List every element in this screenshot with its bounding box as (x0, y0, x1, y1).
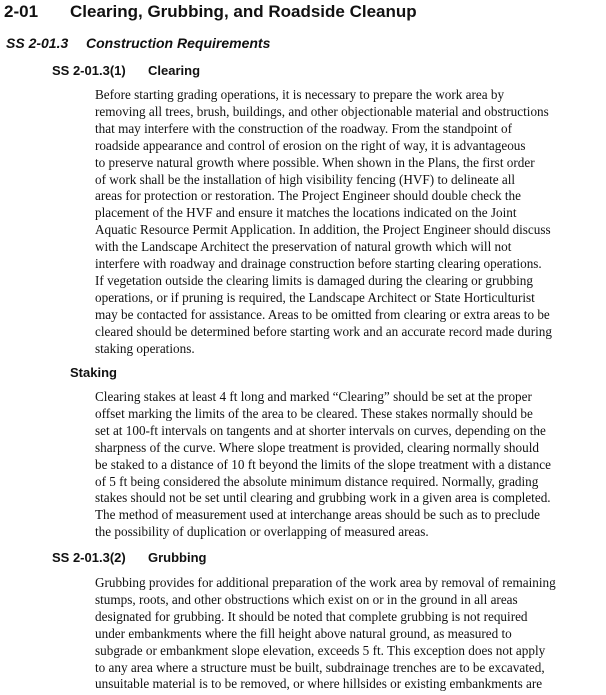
subsection-title: Construction Requirements (86, 35, 271, 51)
paragraph-line: Clearing stakes at least 4 ft long and marked “Clearing” should be set at the proper (95, 389, 532, 404)
paragraph-line: staking operations. (95, 340, 195, 356)
subsection-heading (6, 34, 270, 52)
paragraph-line: interfere with roadway and drainage construction before starting clearing operations. (95, 256, 542, 272)
grubbing-title: Grubbing (148, 550, 207, 565)
paragraph-line: offset marking the limits of the area to be cleared. These stakes normally should be (95, 405, 533, 421)
staking-paragraph (95, 389, 605, 541)
paragraph-line: placement of the HVF and ensure it matches the locations indicated on the Joint (95, 205, 517, 221)
paragraph-line: Grubbing provides for additional preparation of the work area by removal of remaining (95, 575, 556, 590)
paragraph-line: under embankments where the fill height above natural ground, as measured to (95, 625, 512, 641)
paragraph-line: The method of measurement used at interchange areas should be such as to preclude (95, 507, 540, 523)
paragraph-line: cleared should be determined before starting work and an accurate record made during (95, 323, 552, 339)
grubbing-number: SS 2-01.3(2) (52, 550, 126, 565)
section-heading (4, 2, 417, 22)
paragraph-line: with the Landscape Architect the preservation of natural growth which will not (95, 239, 512, 255)
clearing-number: SS 2-01.3(1) (52, 63, 126, 78)
paragraph-line: may be contacted for assistance. Areas to be omitted from clearing or extra areas to be (95, 306, 550, 322)
paragraph-line: set at 100-ft intervals on tangents and at shorter intervals on curves, depending on the (95, 422, 546, 438)
paragraph-line: operations, or if pruning is required, the Landscape Architect or State Horticulturist (95, 289, 535, 305)
paragraph-line: unsuitable material is to be removed, or where hillsides or existing embankments are (95, 676, 543, 692)
paragraph-line: Before starting grading operations, it is necessary to prepare the work area by (95, 87, 505, 102)
paragraph-line: stakes should not be set until clearing and grubbing work in a given area is completed. (95, 490, 551, 506)
paragraph-line: removing all trees, brush, buildings, and other objectionable material and obstructions (95, 103, 549, 119)
paragraph-line: areas for protection or restoration. The Project Engineer should double check the (95, 188, 522, 204)
staking-heading: Staking (70, 365, 117, 380)
section-number: 2-01 (4, 2, 39, 21)
paragraph-line: be staked to a distance of 10 ft beyond the limits of the slope treatment with a distance (95, 456, 551, 472)
clearing-paragraph (95, 87, 605, 358)
paragraph-line: sharpness of the curve. Where slope treatment is provided, clearing normally should (95, 439, 539, 455)
grubbing-heading (52, 549, 207, 566)
paragraph-line: that may interfere with the construction of the roadway. From the standpoint of (95, 120, 513, 136)
paragraph-line: roadside appearance and control of erosion on the right of way, it is advantageous (95, 137, 526, 153)
grubbing-paragraph (95, 575, 605, 693)
paragraph-line: of 5 ft being considered the absolute minimum distance required. Normally, grading (95, 473, 539, 489)
clearing-title: Clearing (148, 63, 201, 78)
paragraph-line: designated for grubbing. It should be noted that complete grubbing is not required (95, 608, 528, 624)
paragraph-line: of work shall be the installation of high visibility fencing (HVF) to delineate all (95, 171, 516, 187)
clearing-heading (52, 62, 200, 79)
paragraph-line: stumps, roots, and other obstructions which exist on or in the ground in all areas (95, 591, 518, 607)
paragraph-line: subgrade or embankment slope elevation, exceeds 5 ft. This exception does not apply (95, 642, 546, 658)
paragraph-line: the possibility of duplication or overlapping of measured areas. (95, 524, 429, 540)
paragraph-line: to any area where a structure must be built, subdrainage trenches are to be excavated, (95, 659, 545, 675)
section-title: Clearing, Grubbing, and Roadside Cleanup (70, 2, 417, 21)
paragraph-line: Aquatic Resource Permit Application. In addition, the Project Engineer should discuss (95, 222, 551, 238)
paragraph-line: to preserve natural growth where possible. When shown in the Plans, the first order (95, 154, 535, 170)
subsection-number: SS 2-01.3 (6, 35, 69, 51)
paragraph-line: If vegetation outside the clearing limits is damaged during the clearing or grubbing (95, 272, 533, 288)
